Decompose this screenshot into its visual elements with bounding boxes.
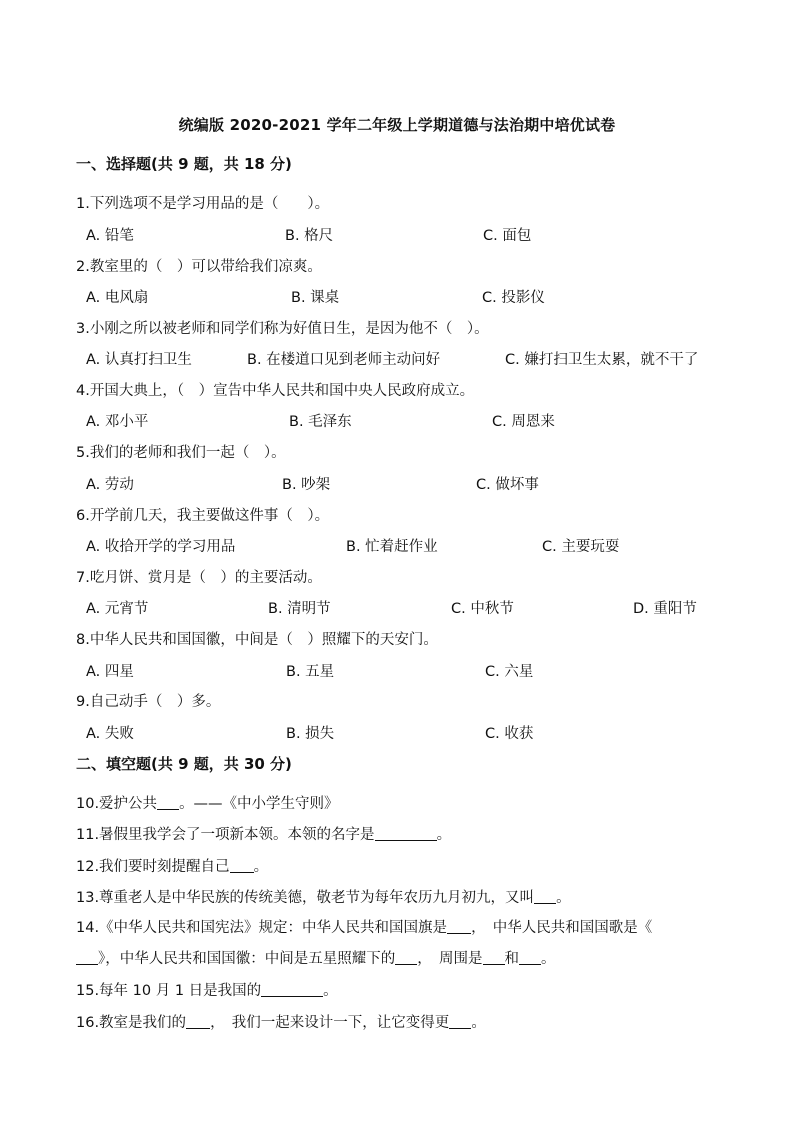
q2-option-c: C. 投影仪 [482, 290, 545, 306]
q13-text-start: 13.尊重老人是中华民族的传统美德，敬老节为每年农历九月初九，又叫 [76, 890, 535, 906]
q15-blank[interactable] [261, 982, 323, 997]
q14-text-2: ， 中华人民共和国国歌是《 [471, 920, 653, 936]
question-14-line-1 [76, 916, 652, 937]
q8-option-a: A. 四星 [86, 664, 134, 680]
q1-option-b: B. 格尺 [285, 228, 334, 244]
question-16 [76, 1011, 486, 1032]
q16-text-mid: ， 我们一起来设计一下，让它变得更 [210, 1015, 450, 1031]
q11-text-start: 11.暑假里我学会了一项新本领。本领的名字是 [76, 827, 375, 843]
q2-option-a: A. 电风扇 [86, 290, 149, 306]
question-8: 8.中华人民共和国国徽，中间是（ ）照耀下的天安门。 [76, 632, 438, 648]
q8-option-b: B. 五星 [286, 664, 335, 680]
q2-option-b: B. 课桌 [291, 290, 340, 306]
q7-option-b: B. 清明节 [268, 601, 331, 617]
q14-blank-anthem[interactable] [76, 950, 98, 965]
q9-option-b: B. 损失 [286, 726, 335, 742]
question-14-line-2 [76, 947, 556, 968]
q10-text-start: 10.爱护公共 [76, 796, 158, 812]
q5-option-a: A. 劳动 [86, 477, 134, 493]
q11-text-end: 。 [436, 827, 452, 843]
question-2: 2.教室里的（ ）可以带给我们凉爽。 [76, 259, 322, 275]
q3-option-c: C. 嫌打扫卫生太累，就不干了 [505, 352, 699, 368]
q14-blank-flag[interactable] [447, 919, 471, 934]
question-5: 5.我们的老师和我们一起（ ）。 [76, 445, 286, 461]
q15-text-end: 。 [323, 983, 338, 999]
q14-text-1: 14.《中华人民共和国宪法》规定：中华人民共和国国旗是 [76, 920, 448, 936]
q6-option-c: C. 主要玩耍 [542, 539, 620, 555]
q3-option-a: A. 认真打扫卫生 [86, 352, 192, 368]
q4-option-a: A. 邓小平 [86, 414, 149, 430]
question-1: 1.下列选项不是学习用品的是（ ）。 [76, 196, 330, 212]
section-heading-choice: 一、选择题(共 9 题，共 18 分) [76, 155, 292, 173]
q14-text-3: 》，中华人民共和国国徽：中间是五星照耀下的 [98, 951, 396, 967]
q7-option-d: D. 重阳节 [633, 601, 697, 617]
question-10 [76, 792, 339, 813]
question-4: 4.开国大典上，（ ）宣告中华人民共和国中央人民政府成立。 [76, 383, 475, 399]
q14-blank-around-2[interactable] [519, 950, 541, 965]
question-15 [76, 979, 338, 1000]
q14-text-5: 和 [504, 951, 519, 967]
q7-option-c: C. 中秋节 [451, 601, 514, 617]
q1-option-a: A. 铅笔 [86, 228, 134, 244]
q14-blank-center[interactable] [395, 950, 417, 965]
q9-option-a: A. 失败 [86, 726, 134, 742]
q10-text-end: 。——《中小学生守则》 [179, 796, 339, 812]
q14-text-6: 。 [541, 951, 556, 967]
page-title: 统编版 2020-2021 学年二年级上学期道德与法治期中培优试卷 [178, 116, 616, 134]
q12-text-start: 12.我们要时刻提醒自己 [76, 859, 230, 875]
q12-blank[interactable] [230, 858, 254, 873]
q13-text-end: 。 [556, 890, 571, 906]
q4-option-b: B. 毛泽东 [289, 414, 352, 430]
q7-option-a: A. 元宵节 [86, 601, 149, 617]
q16-text-end: 。 [471, 1015, 486, 1031]
q6-option-a: A. 收拾开学的学习用品 [86, 539, 236, 555]
q11-blank[interactable] [375, 826, 437, 841]
question-3: 3.小刚之所以被老师和同学们称为好值日生，是因为他不（ ）。 [76, 321, 489, 337]
q4-option-c: C. 周恩来 [492, 414, 555, 430]
q8-option-c: C. 六星 [485, 664, 534, 680]
q15-text-start: 15.每年 10 月 1 日是我国的 [76, 983, 262, 999]
q1-option-c: C. 面包 [483, 228, 532, 244]
q12-text-end: 。 [253, 859, 269, 875]
q16-blank-1[interactable] [186, 1014, 210, 1029]
q14-text-4: ， 周围是 [417, 951, 483, 967]
q5-option-c: C. 做坏事 [476, 477, 539, 493]
q3-option-b: B. 在楼道口见到老师主动问好 [247, 352, 441, 368]
q16-blank-2[interactable] [449, 1014, 471, 1029]
q5-option-b: B. 吵架 [282, 477, 331, 493]
q13-blank[interactable] [534, 889, 556, 904]
section-heading-fill-blank: 二、填空题(共 9 题，共 30 分) [76, 755, 292, 773]
question-12 [76, 855, 268, 876]
q10-blank[interactable] [157, 795, 179, 810]
q14-blank-around-1[interactable] [483, 950, 505, 965]
question-11 [76, 823, 451, 844]
question-13 [76, 886, 571, 907]
question-9: 9.自己动手（ ）多。 [76, 694, 221, 710]
q9-option-c: C. 收获 [485, 726, 534, 742]
q16-text-start: 16.教室是我们的 [76, 1015, 187, 1031]
question-7: 7.吃月饼、赏月是（ ）的主要活动。 [76, 570, 322, 586]
q6-option-b: B. 忙着赶作业 [346, 539, 438, 555]
question-6: 6.开学前几天，我主要做这件事（ ）。 [76, 508, 330, 524]
